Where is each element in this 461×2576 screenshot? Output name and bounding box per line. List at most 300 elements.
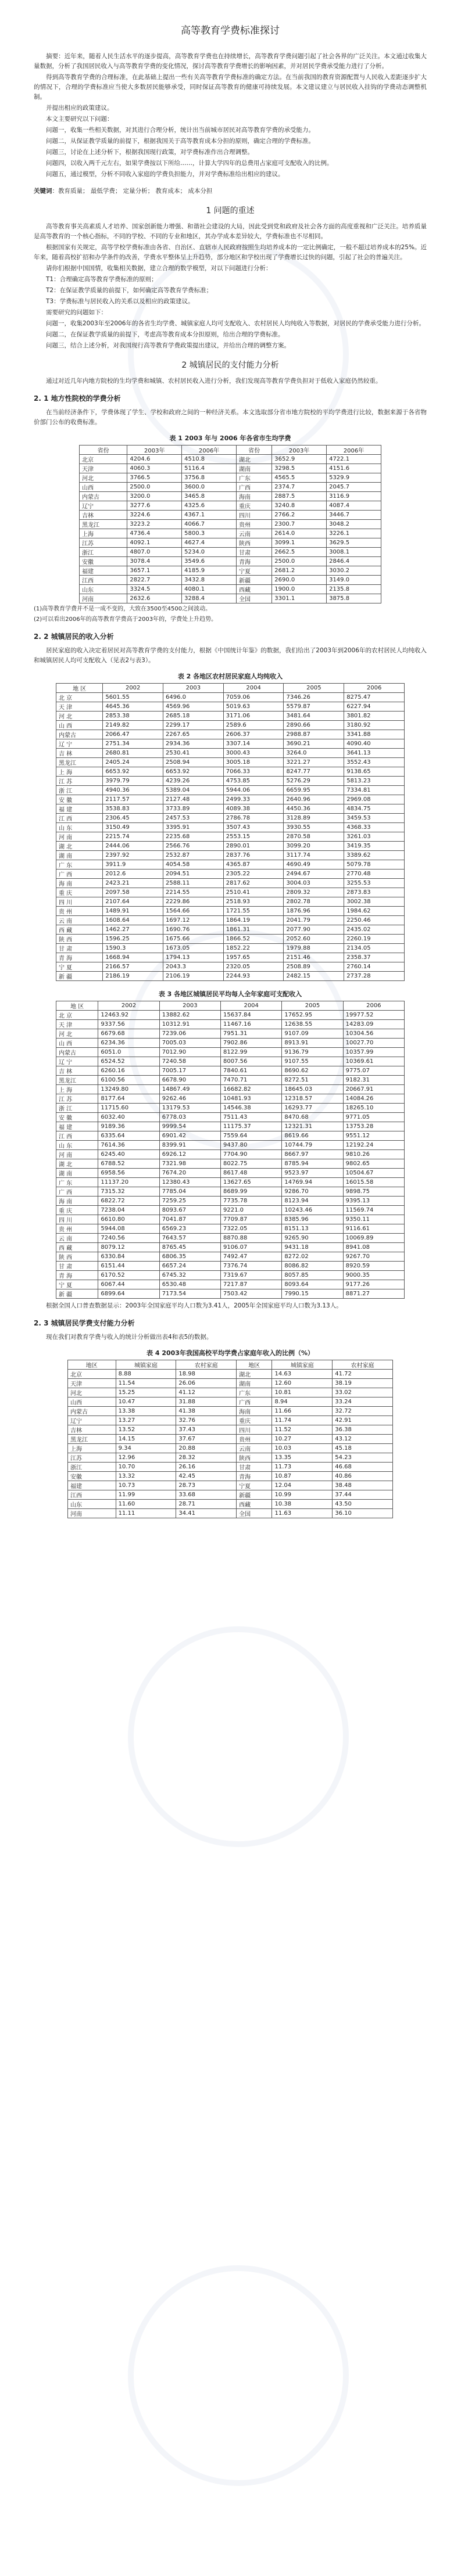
table-cell: 10369.61 bbox=[343, 1057, 404, 1066]
table-cell: 13249.80 bbox=[98, 1085, 159, 1094]
table-header-cell: 地区 bbox=[237, 1360, 272, 1370]
table-cell: 甘 肃 bbox=[56, 944, 103, 953]
table-cell: 9771.05 bbox=[343, 1113, 404, 1122]
table-row bbox=[56, 1085, 405, 1094]
table-cell: 海南 bbox=[237, 1407, 272, 1416]
tuition-ratio-table bbox=[67, 1360, 393, 1518]
table-cell: 2052.60 bbox=[284, 935, 344, 944]
table-cell: 黑龙江 bbox=[56, 758, 103, 767]
table-cell: 北 京 bbox=[56, 693, 103, 702]
table-cell: 12192.24 bbox=[343, 1141, 404, 1150]
table-cell: 8079.12 bbox=[98, 1243, 159, 1252]
table-cell: 33.24 bbox=[333, 1397, 393, 1407]
table-cell: 7902.86 bbox=[221, 1039, 282, 1048]
table-cell: 42.91 bbox=[333, 1416, 393, 1425]
table-cell: 5329.9 bbox=[327, 473, 381, 483]
table-cell: 浙江 bbox=[80, 548, 127, 557]
table-cell: 2589.6 bbox=[223, 721, 284, 730]
table-row bbox=[68, 1500, 393, 1509]
table-cell: 26.06 bbox=[176, 1379, 237, 1388]
table-cell: 2097.58 bbox=[103, 888, 163, 897]
table-cell: 37.67 bbox=[176, 1435, 237, 1444]
table-cell: 2681.2 bbox=[272, 566, 327, 576]
table-cell: 贵州 bbox=[237, 520, 272, 529]
section-heading: 2 城镇居民的支付能力分析 bbox=[181, 361, 279, 370]
table-cell: 上 海 bbox=[56, 1085, 98, 1094]
table-cell: 吉林 bbox=[68, 1425, 116, 1435]
table-header-cell: 2003年 bbox=[127, 445, 182, 455]
table-cell: 4090.40 bbox=[344, 739, 405, 749]
table-cell: 11715.60 bbox=[98, 1104, 159, 1113]
table-cell: 湖南 bbox=[237, 464, 272, 473]
table-cell: 9431.18 bbox=[282, 1243, 343, 1252]
table-row bbox=[68, 1397, 393, 1407]
table-cell: 8920.59 bbox=[343, 1262, 404, 1271]
table-header-cell: 2004 bbox=[223, 684, 284, 693]
table-cell: 6100.56 bbox=[98, 1076, 159, 1085]
table-cell: 3552.43 bbox=[344, 758, 405, 767]
table-cell: 4204.6 bbox=[127, 455, 182, 464]
table-cell: 6822.72 bbox=[98, 1197, 159, 1206]
table-row bbox=[56, 730, 405, 739]
table-cell: 3264.0 bbox=[284, 749, 344, 758]
table-cell: 辽宁 bbox=[80, 501, 127, 511]
table-cell: 13753.28 bbox=[343, 1122, 404, 1131]
table-cell: 3078.4 bbox=[127, 557, 182, 566]
table-cell: 上海 bbox=[80, 529, 127, 538]
table-row bbox=[56, 897, 405, 907]
table-cell: 7643.57 bbox=[159, 1234, 220, 1243]
table-cell: 2405.24 bbox=[103, 758, 163, 767]
table-cell: 河 南 bbox=[56, 1150, 98, 1159]
table-cell: 6051.0 bbox=[98, 1048, 159, 1057]
table-cell: 6659.95 bbox=[284, 786, 344, 795]
table-cell: 4080.1 bbox=[182, 585, 237, 594]
table-cell: 2760.14 bbox=[344, 962, 405, 972]
table-cell: 3481.64 bbox=[284, 712, 344, 721]
table-cell: 云南 bbox=[237, 529, 272, 538]
body-paragraph: 问题一，收集2003年至2006年的各省生均学费、城镇家庭人均可支配收入、农村居民人均纯收入等数据，对居民的学费承受能力进行分析。 bbox=[46, 320, 425, 327]
table-row bbox=[80, 473, 381, 483]
table-header-cell: 农村家庭 bbox=[176, 1360, 237, 1370]
table-cell: 7840.61 bbox=[221, 1066, 282, 1076]
table-cell: 福建 bbox=[68, 1481, 116, 1490]
table-cell: 辽 宁 bbox=[56, 1057, 98, 1066]
table-cell: 3600.0 bbox=[182, 483, 237, 492]
table-cell: 3979.79 bbox=[103, 777, 163, 786]
table-cell: 8122.99 bbox=[221, 1048, 282, 1057]
table-row bbox=[80, 529, 381, 538]
table-cell: 10243.46 bbox=[282, 1206, 343, 1215]
table-cell: 3005.18 bbox=[223, 758, 284, 767]
table-header-cell: 2006年 bbox=[182, 445, 237, 455]
table-cell: 18265.10 bbox=[343, 1104, 404, 1113]
table-cell: 吉 林 bbox=[56, 1066, 98, 1076]
table-cell: 新 疆 bbox=[56, 972, 103, 981]
table-caption: 表 2 各地区农村居民家庭人均纯收入 bbox=[177, 673, 283, 680]
table-cell: 2837.76 bbox=[223, 851, 284, 860]
table-cell: 山西 bbox=[80, 483, 127, 492]
table-cell: 4368.33 bbox=[344, 823, 405, 832]
table-cell: 9810.26 bbox=[343, 1150, 404, 1159]
table-row bbox=[56, 767, 405, 777]
table-cell: 2934.36 bbox=[163, 739, 224, 749]
table-header-cell: 2003年 bbox=[272, 445, 327, 455]
table-cell: 2510.41 bbox=[223, 888, 284, 897]
table-cell: 14.63 bbox=[272, 1370, 333, 1379]
table-header-cell: 2005 bbox=[282, 1001, 343, 1011]
table-cell: 41.12 bbox=[176, 1388, 237, 1397]
table-row bbox=[80, 538, 381, 548]
table-cell: 浙 江 bbox=[56, 1104, 98, 1113]
table-cell: 2166.57 bbox=[103, 962, 163, 972]
table-row bbox=[56, 1011, 405, 1020]
table-cell: 46.68 bbox=[333, 1463, 393, 1472]
table-cell: 2444.06 bbox=[103, 842, 163, 851]
table-header-cell: 2004 bbox=[221, 1001, 282, 1011]
table-row bbox=[68, 1370, 393, 1379]
table-cell: 13179.53 bbox=[159, 1104, 220, 1113]
table-cell: 2423.21 bbox=[103, 879, 163, 888]
table-cell: 7492.47 bbox=[221, 1252, 282, 1262]
table-cell: 山东 bbox=[68, 1500, 116, 1509]
table-cell: 8765.45 bbox=[159, 1243, 220, 1252]
table-cell: 16293.77 bbox=[282, 1104, 343, 1113]
table-cell: 2890.66 bbox=[284, 721, 344, 730]
table-cell: 山 东 bbox=[56, 823, 103, 832]
table-cell: 重 庆 bbox=[56, 888, 103, 897]
table-cell: 8913.91 bbox=[282, 1039, 343, 1048]
table-cell: 8470.68 bbox=[282, 1113, 343, 1122]
table-cell: 4325.6 bbox=[182, 501, 237, 511]
table-cell: 5234.0 bbox=[182, 548, 237, 557]
table-row bbox=[56, 962, 405, 972]
keywords-value: 教育质量； 最低学费； 定量分析； 教育成本； 成本分担 bbox=[58, 188, 213, 195]
table-row bbox=[56, 1224, 405, 1234]
table-cell: 3223.2 bbox=[127, 520, 182, 529]
table-cell: 15.25 bbox=[116, 1388, 176, 1397]
table-cell: 安 徽 bbox=[56, 795, 103, 804]
table-cell: 7470.71 bbox=[221, 1076, 282, 1085]
table-cell: 17652.95 bbox=[282, 1011, 343, 1020]
table-header-cell: 2003 bbox=[159, 1001, 220, 1011]
table-cell: 黑龙江 bbox=[56, 1076, 98, 1085]
table-cell: 4087.4 bbox=[327, 501, 381, 511]
table-cell: 7066.33 bbox=[223, 767, 284, 777]
table-cell: 2737.28 bbox=[344, 972, 405, 981]
table-cell: 10504.67 bbox=[343, 1169, 404, 1178]
table-cell: 3226.1 bbox=[327, 529, 381, 538]
table-cell: 8617.48 bbox=[221, 1169, 282, 1178]
table-cell: 10.38 bbox=[272, 1500, 333, 1509]
table-row bbox=[56, 1262, 405, 1271]
table-header-row bbox=[68, 1360, 393, 1370]
table-cell: 2751.34 bbox=[103, 739, 163, 749]
table-row bbox=[80, 585, 381, 594]
table-cell: 3277.6 bbox=[127, 501, 182, 511]
table-cell: 河南 bbox=[68, 1509, 116, 1518]
document bbox=[34, 0, 427, 1518]
table-cell: 6899.64 bbox=[98, 1289, 159, 1299]
table-cell: 浙江 bbox=[68, 1463, 116, 1472]
table-cell: 河 北 bbox=[56, 1029, 98, 1039]
table-cell: 3756.8 bbox=[182, 473, 237, 483]
table-cell: 陕 西 bbox=[56, 935, 103, 944]
table-cell: 1675.66 bbox=[163, 935, 224, 944]
table-cell: 浙 江 bbox=[56, 786, 103, 795]
table-cell: 20.88 bbox=[176, 1444, 237, 1453]
table-cell: 3801.82 bbox=[344, 712, 405, 721]
table-cell: 10027.70 bbox=[343, 1039, 404, 1048]
table-cell: 9138.65 bbox=[344, 767, 405, 777]
table-cell: 6245.40 bbox=[98, 1150, 159, 1159]
table-cell: 甘 肃 bbox=[56, 1262, 98, 1271]
table-cell: 6745.32 bbox=[159, 1271, 220, 1280]
subsection-heading: 2. 2 城镇居民的收入分析 bbox=[34, 633, 114, 641]
table-cell: 四 川 bbox=[56, 897, 103, 907]
table-cell: 8177.64 bbox=[98, 1094, 159, 1104]
table-cell: 8123.94 bbox=[282, 1197, 343, 1206]
table-cell: 41.72 bbox=[333, 1370, 393, 1379]
table-cell: 2117.57 bbox=[103, 795, 163, 804]
table-cell: 2499.33 bbox=[223, 795, 284, 804]
table-cell: 福 建 bbox=[56, 804, 103, 814]
table-cell: 2299.17 bbox=[163, 721, 224, 730]
table-cell: 32.72 bbox=[333, 1407, 393, 1416]
table-cell: 2606.37 bbox=[223, 730, 284, 739]
table-cell: 江西 bbox=[80, 576, 127, 585]
table-cell: 1866.52 bbox=[223, 935, 284, 944]
table-cell: 36.38 bbox=[333, 1425, 393, 1435]
table-row bbox=[56, 1066, 405, 1076]
table-row bbox=[56, 1197, 405, 1206]
table-cell: 2260.19 bbox=[344, 935, 405, 944]
table-row bbox=[56, 1122, 405, 1131]
table-cell: 2969.08 bbox=[344, 795, 405, 804]
table-cell: 3538.83 bbox=[103, 804, 163, 814]
subsection-heading: 2. 1 地方性院校的学费分析 bbox=[34, 394, 121, 403]
table-cell: 3766.5 bbox=[127, 473, 182, 483]
table-cell: 2870.58 bbox=[284, 832, 344, 842]
table-cell: 4940.36 bbox=[103, 786, 163, 795]
table-row bbox=[68, 1407, 393, 1416]
body-paragraph: 问题三，结合上述分析，对我国现行高等教育学费政策提出建议，并给出合理的调整方案。 bbox=[46, 342, 290, 349]
table-cell: 山 西 bbox=[56, 721, 103, 730]
table-cell: 3341.88 bbox=[344, 730, 405, 739]
table-cell: 1984.62 bbox=[344, 907, 405, 916]
table-cell: 3116.9 bbox=[327, 492, 381, 501]
table-cell: 3641.13 bbox=[344, 749, 405, 758]
table-cell: 1489.91 bbox=[103, 907, 163, 916]
table-cell: 8399.91 bbox=[159, 1141, 220, 1150]
table-cell: 5079.78 bbox=[344, 860, 405, 870]
table-cell: 9523.97 bbox=[282, 1169, 343, 1178]
table-cell: 13.32 bbox=[116, 1472, 176, 1481]
table-cell: 新疆 bbox=[237, 1490, 272, 1500]
table-cell: 7785.04 bbox=[159, 1187, 220, 1197]
table-cell: 江 西 bbox=[56, 1131, 98, 1141]
table-cell: 7321.98 bbox=[159, 1159, 220, 1169]
table-cell: 9189.36 bbox=[98, 1122, 159, 1131]
table-cell: 3629.5 bbox=[327, 538, 381, 548]
table-cell: 3000.43 bbox=[223, 749, 284, 758]
table-cell: 广 东 bbox=[56, 860, 103, 870]
table-row bbox=[56, 879, 405, 888]
table-cell: 13.52 bbox=[116, 1425, 176, 1435]
table-cell: 11175.37 bbox=[221, 1122, 282, 1131]
table-cell: 4066.7 bbox=[182, 520, 237, 529]
table-cell: 甘肃 bbox=[237, 548, 272, 557]
table-cell: 天 津 bbox=[56, 702, 103, 712]
table-cell: 9177.26 bbox=[343, 1280, 404, 1289]
table-cell: 河北 bbox=[80, 473, 127, 483]
table-cell: 3288.4 bbox=[182, 594, 237, 603]
table-cell: 4690.49 bbox=[284, 860, 344, 870]
table-cell: 江西 bbox=[68, 1490, 116, 1500]
table-cell: 2134.05 bbox=[344, 944, 405, 953]
table-cell: 6227.94 bbox=[344, 702, 405, 712]
table-cell: 西藏 bbox=[237, 1500, 272, 1509]
table-cell: 9802.65 bbox=[343, 1159, 404, 1169]
list-item: T3：学费标准与居民收入的关系以及相应的政策建议。 bbox=[46, 298, 194, 305]
table-cell: 7240.58 bbox=[159, 1057, 220, 1066]
table-cell: 3221.27 bbox=[284, 758, 344, 767]
table-cell: 6679.68 bbox=[98, 1029, 159, 1039]
table-cell: 10.73 bbox=[116, 1481, 176, 1490]
table-row bbox=[56, 1094, 405, 1104]
table-cell: 8.88 bbox=[116, 1370, 176, 1379]
table-cell: 3048.2 bbox=[327, 520, 381, 529]
table-cell: 9267.70 bbox=[343, 1252, 404, 1262]
table-header-cell: 地区 bbox=[68, 1360, 116, 1370]
body-paragraph: 高等教育事关高素质人才培养、国家创新能力增强、和谐社会建设的大局，因此受到党和政府及社会各方面的高度重视和广泛关注。培养质量是高等教育的一个核心指标，不同的学校、不同的专业和地区，其办学成本差异较大，学费标准也不尽相同。 bbox=[34, 223, 427, 240]
table-cell: 黑龙江 bbox=[68, 1435, 116, 1444]
table-cell: 2077.90 bbox=[284, 925, 344, 935]
table-cell: 6958.56 bbox=[98, 1169, 159, 1178]
table-cell: 5389.04 bbox=[163, 786, 224, 795]
body-paragraph: 需要研究的问题如下： bbox=[46, 309, 107, 316]
table-cell: 1697.12 bbox=[163, 916, 224, 925]
table-cell: 7709.87 bbox=[221, 1215, 282, 1224]
table-row bbox=[56, 907, 405, 916]
table-cell: 16682.82 bbox=[221, 1085, 282, 1094]
table-row bbox=[80, 511, 381, 520]
table-row bbox=[80, 576, 381, 585]
table-cell: 7503.42 bbox=[221, 1289, 282, 1299]
table-cell: 陕 西 bbox=[56, 1252, 98, 1262]
table-cell: 3261.03 bbox=[344, 832, 405, 842]
table-cell: 11.54 bbox=[116, 1379, 176, 1388]
table-cell: 2786.78 bbox=[223, 814, 284, 823]
table-cell: 11569.74 bbox=[343, 1206, 404, 1215]
table-cell: 11.73 bbox=[272, 1463, 333, 1472]
table-cell: 2320.05 bbox=[223, 962, 284, 972]
table-cell: 江苏 bbox=[80, 538, 127, 548]
table-cell: 2530.41 bbox=[163, 749, 224, 758]
table-cell: 宁夏 bbox=[237, 1481, 272, 1490]
body-paragraph: 通过对近几年内地方院校的生均学费和城镇、农村居民收入进行分析，我们发现高等教育学费负担对于低收入家庭仍然较重。 bbox=[46, 378, 382, 385]
table-cell: 37.43 bbox=[176, 1425, 237, 1435]
table-cell: 宁夏 bbox=[237, 566, 272, 576]
table-cell: 2508.89 bbox=[284, 962, 344, 972]
table-note: (1)高等教育学费并不是一成不变的，大致在3500至4500之间波动。 bbox=[34, 606, 212, 612]
table-cell: 2229.86 bbox=[163, 897, 224, 907]
body-paragraph: 现在我们对教育学费与收入的统计分析做出表4和表5的数据。 bbox=[46, 1334, 213, 1341]
table-cell: 陕西 bbox=[237, 1453, 272, 1463]
table-cell: 2043.3 bbox=[163, 962, 224, 972]
table-cell: 宁 夏 bbox=[56, 1280, 98, 1289]
problem-item: 问题一，收集一些相关数据，对其进行合理分析，统计出当前城市居民对高等教育学费的承受能力。 bbox=[46, 127, 315, 134]
table-cell: 11.11 bbox=[116, 1509, 176, 1518]
table-row bbox=[56, 1141, 405, 1150]
table-cell: 4151.6 bbox=[327, 464, 381, 473]
table-row bbox=[56, 804, 405, 814]
table-row bbox=[56, 1169, 405, 1178]
table-cell: 新疆 bbox=[237, 576, 272, 585]
table-cell: 西 藏 bbox=[56, 925, 103, 935]
table-cell: 广东 bbox=[237, 1388, 272, 1397]
table-cell: 1668.94 bbox=[103, 953, 163, 962]
table-cell: 11.60 bbox=[116, 1500, 176, 1509]
section-heading: 1 问题的重述 bbox=[206, 206, 255, 215]
body-paragraph: 请你们根据中国国情，收集相关数据，建立合理的数学模型，对以下问题进行分析： bbox=[46, 265, 272, 272]
table-cell: 4753.85 bbox=[223, 777, 284, 786]
table-cell: 10.47 bbox=[116, 1397, 176, 1407]
table-cell: 2149.82 bbox=[103, 721, 163, 730]
table-cell: 10069.89 bbox=[343, 1234, 404, 1243]
table-row bbox=[80, 557, 381, 566]
table-cell: 2306.45 bbox=[103, 814, 163, 823]
table-cell: 37.44 bbox=[333, 1490, 393, 1500]
table-cell: 13.27 bbox=[116, 1416, 176, 1425]
table-cell: 4367.1 bbox=[182, 511, 237, 520]
table-cell: 2662.5 bbox=[272, 548, 327, 557]
table-cell: 7238.04 bbox=[98, 1206, 159, 1215]
table-row bbox=[56, 1113, 405, 1122]
table-cell: 9136.79 bbox=[282, 1048, 343, 1057]
table-cell: 3171.06 bbox=[223, 712, 284, 721]
table-cell: 9999.54 bbox=[159, 1122, 220, 1131]
table-cell: 5116.4 bbox=[182, 464, 237, 473]
table-cell: 2435.02 bbox=[344, 925, 405, 935]
table-cell: 1861.31 bbox=[223, 925, 284, 935]
table-cell: 全国 bbox=[237, 1509, 272, 1518]
table-cell: 9116.61 bbox=[343, 1224, 404, 1234]
table-header-cell: 2002 bbox=[103, 684, 163, 693]
table-row bbox=[80, 455, 381, 464]
table-cell: 7951.31 bbox=[221, 1029, 282, 1039]
table-cell: 10.99 bbox=[272, 1490, 333, 1500]
table-cell: 9395.13 bbox=[343, 1197, 404, 1206]
table-cell: 6234.36 bbox=[98, 1039, 159, 1048]
table-cell: 1564.66 bbox=[163, 907, 224, 916]
table-cell: 3301.1 bbox=[272, 594, 327, 603]
table-cell: 江 苏 bbox=[56, 1094, 98, 1104]
table-cell: 3099.20 bbox=[284, 842, 344, 851]
table-cell: 6806.35 bbox=[159, 1252, 220, 1262]
table-cell: 1876.96 bbox=[284, 907, 344, 916]
table-cell: 辽宁 bbox=[68, 1416, 116, 1425]
table-cell: 广 东 bbox=[56, 1178, 98, 1187]
table-cell: 36.10 bbox=[333, 1509, 393, 1518]
table-cell: 3200.0 bbox=[127, 492, 182, 501]
table-cell: 41.38 bbox=[176, 1407, 237, 1416]
table-cell: 9106.07 bbox=[221, 1243, 282, 1252]
table-cell: 1690.76 bbox=[163, 925, 224, 935]
table-cell: 7614.36 bbox=[98, 1141, 159, 1150]
table-cell: 吉 林 bbox=[56, 749, 103, 758]
table-cell: 7559.64 bbox=[221, 1131, 282, 1141]
